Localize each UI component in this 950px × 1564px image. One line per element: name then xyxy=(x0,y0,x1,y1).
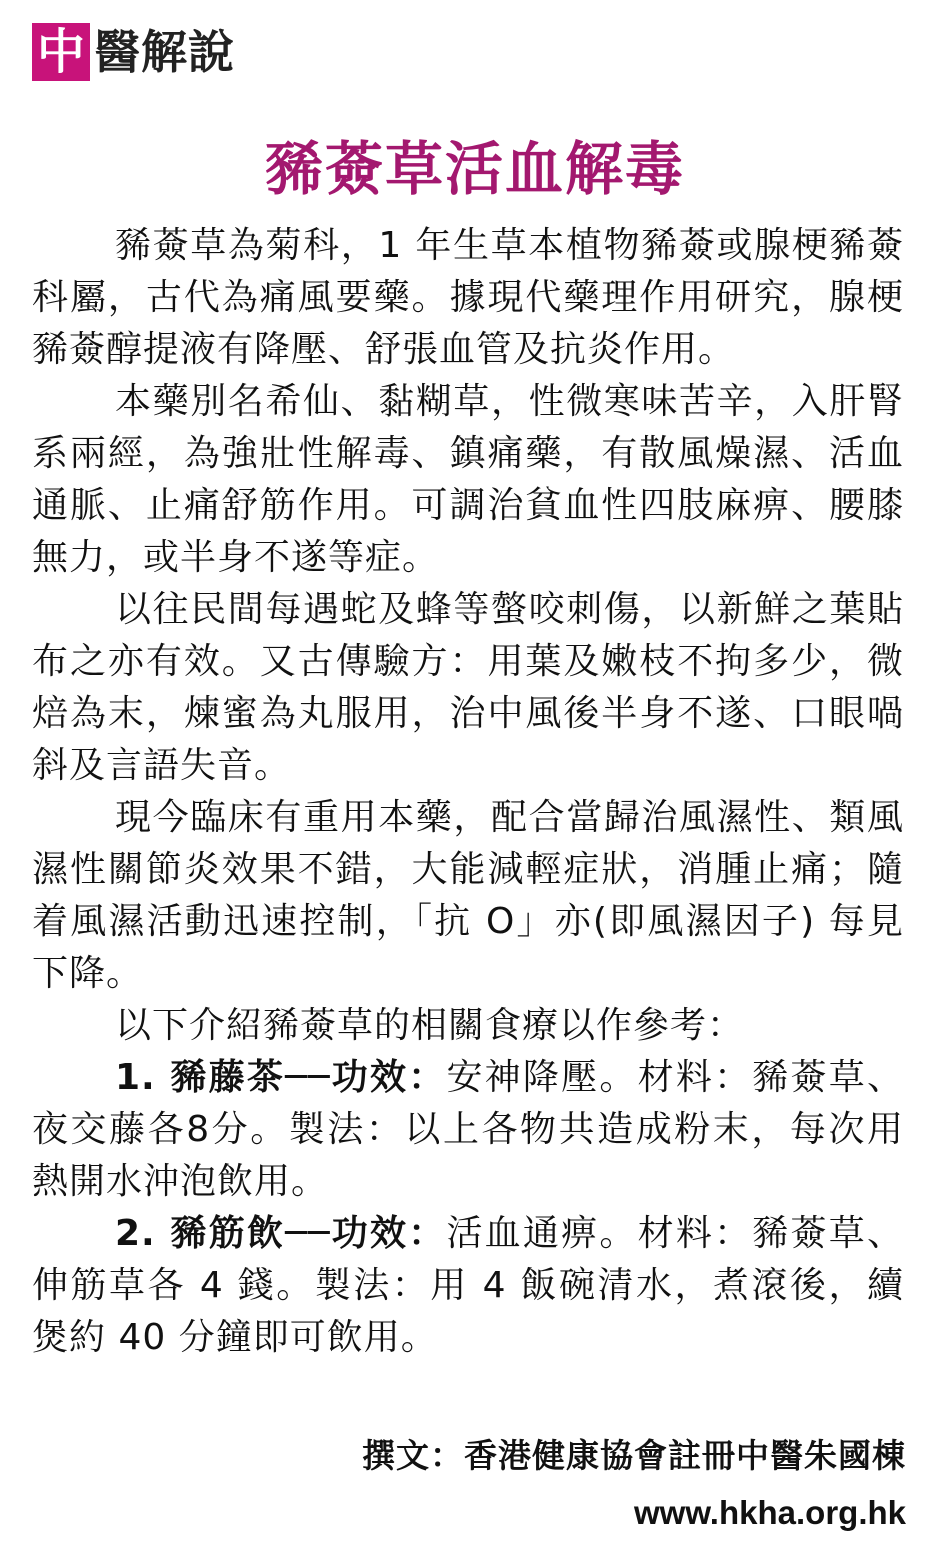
paragraph-3: 以往民間每遇蛇及蜂等螫咬刺傷，以新鮮之葉貼布之亦有效。又古傳驗方：用葉及嫩枝不拘多少，微焙為末，煉蜜為丸服用，治中風後半身不遂、口眼喎斜及言語失音。 xyxy=(32,589,904,786)
recipe-1 xyxy=(32,1052,904,1208)
recipe-1-text: 安神降壓。材料：豨薟草、夜交藤各8分。製法：以上各物共造成粉末，每次用熱開水沖泡飲用。 xyxy=(32,1057,904,1202)
article-headline: 豨薟草活血解毒 xyxy=(264,135,685,203)
recipe-2-text: 活血通痹。材料：豨薟草、伸筋草各 4 錢。製法：用 4 飯碗清水，煮滾後，續煲約 40 分鐘即可飲用。 xyxy=(32,1213,904,1358)
author-byline: 撰文：香港健康協會註冊中醫朱國棟 xyxy=(362,1436,906,1475)
recipe-2 xyxy=(32,1208,904,1364)
paragraph-5: 以下介紹豨薟草的相關食療以作參考： xyxy=(115,1005,745,1046)
article-body xyxy=(32,220,904,1364)
paragraph-2: 本藥別名希仙、黏糊草，性微寒味苦辛，入肝腎系兩經，為強壯性解毒、鎮痛藥，有散風燥濕、活血通脈、止痛舒筋作用。可調治貧血性四肢麻痹、腰膝無力，或半身不遂等症。 xyxy=(32,381,904,578)
recipe-2-title: 2. 豨筋飲──功效： xyxy=(115,1213,447,1254)
paragraph-1: 豨薟草為菊科，1 年生草本植物豨薟或腺梗豨薟科屬，古代為痛風要藥。據現代藥理作用研究，腺梗豨薟醇提液有降壓、舒張血管及抗炎作用。 xyxy=(32,225,904,370)
column-logo xyxy=(32,22,235,82)
recipe-1-title: 1. 豨藤茶──功效： xyxy=(115,1057,447,1098)
column-name: 醫解說 xyxy=(94,25,235,79)
paragraph-4: 現今臨床有重用本藥，配合當歸治風濕性、類風濕性關節炎效果不錯，大能減輕症狀，消腫止痛；隨着風濕活動迅速控制，「抗 O」亦(即風濕因子) 每見下降。 xyxy=(32,797,904,994)
column-badge-box: 中 xyxy=(32,23,90,81)
website-url: www.hkha.org.hk xyxy=(634,1494,906,1531)
